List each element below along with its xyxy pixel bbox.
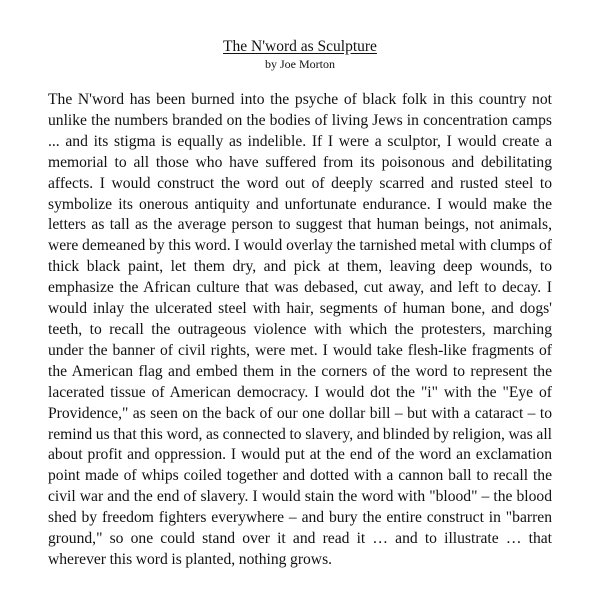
author-byline: by Joe Morton [265, 57, 335, 71]
body-paragraph: The N'word has been burned into the psyche of black folk in this country not unlike the numbers branded on the bodies of living Jews in concentration camps ... and its stigma is equally as indelible. If I were a sculptor, I would create a memorial to all those who have suffered from its poisonous and debilitating affects. I would construct the word out of deeply scarred and rusted steel to symbolize its onerous antiquity and unfortunate endurance. I would make the letters as tall as the average person to suggest that human beings, not animals, were demeaned by this word. I would overlay the tarnished metal with clumps of thick black paint, let them dry, and pick at them, leaving deep wounds, to emphasize the African culture that was debased, cut away, and left to decay. I would inlay the ulcerated steel with hair, segments of human bone, and dogs' teeth, to recall the outrageous violence with which the protesters, marching under the banner of civil rights, were met. I would take flesh-like fragments of the American flag and embed them in the corners of the word to represent the lacerated tissue of American democracy. I would dot the "i" with the "Eye of Providence," as seen on the back of our one dollar bill – but with a cataract – to remind us that this word, as connected to slavery, and blinded by religion, was all about profit and oppression. I would put at the end of the word an exclamation point made of whips coiled together and dotted with a cannon ball to recall the civil war and the end of slavery. I would stain the word with "blood" – the blood shed by freedom fighters everywhere – and bury the entire construct in "barren ground," so one could stand over it and read it … and to illustrate … that wherever this word is planted, nothing grows. [48, 91, 552, 568]
document-title: The N'word as Sculpture [223, 38, 377, 55]
